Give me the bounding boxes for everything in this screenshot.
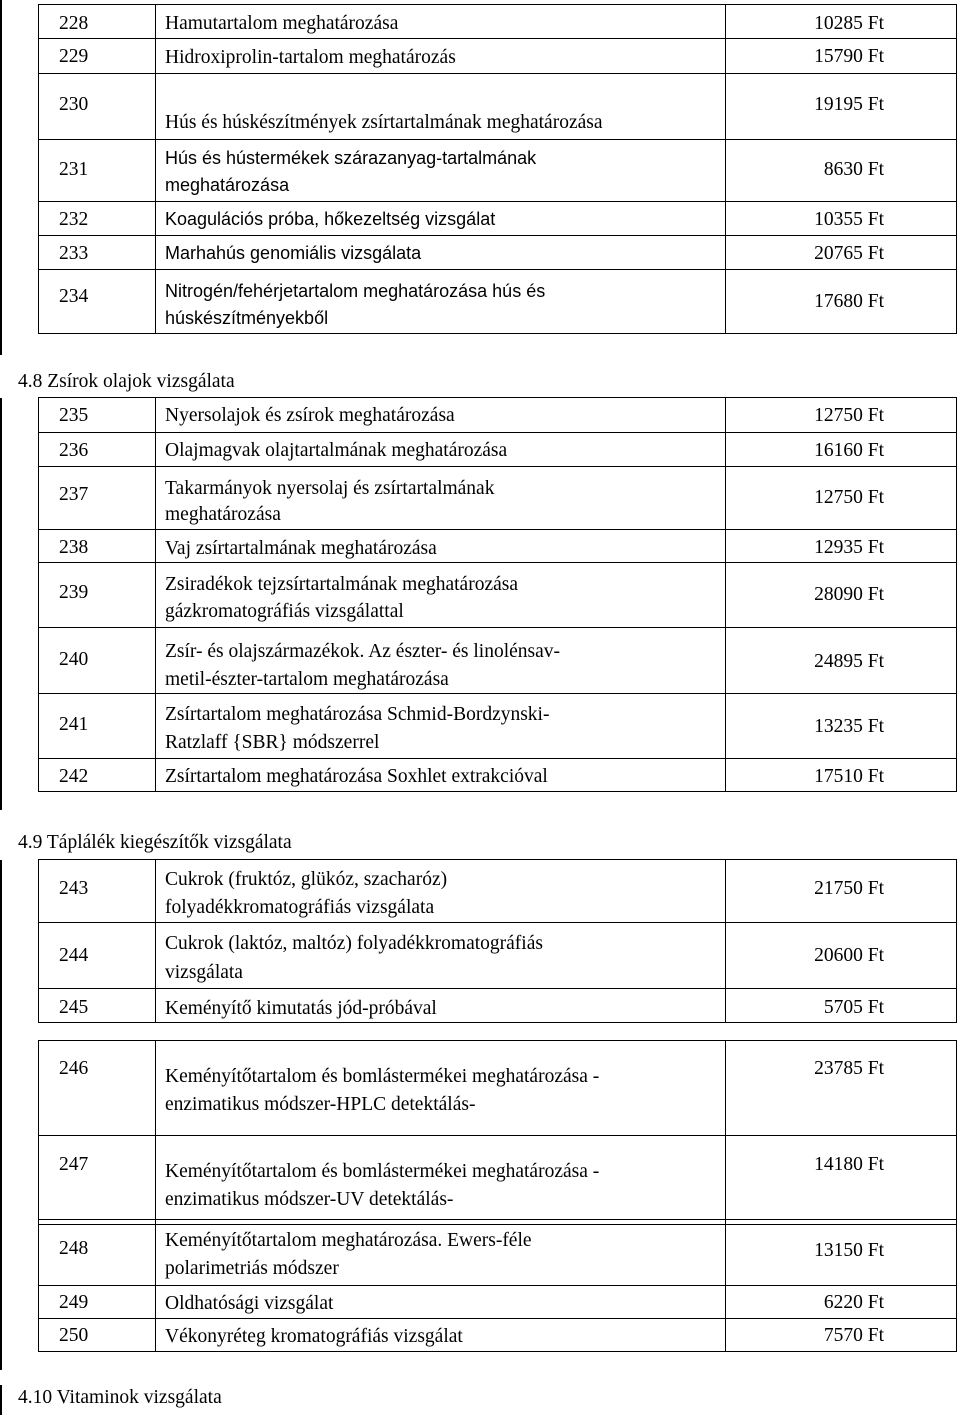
column-divider <box>725 1041 726 1135</box>
column-divider <box>725 989 726 1022</box>
row-number: 250 <box>59 1325 89 1346</box>
row-price: 12750 Ft <box>814 405 884 426</box>
column-divider <box>155 1136 156 1224</box>
row-number: 233 <box>59 243 89 264</box>
column-divider <box>725 1220 726 1285</box>
column-divider <box>155 140 156 201</box>
row-price: 13150 Ft <box>814 1240 884 1261</box>
column-divider <box>155 759 156 791</box>
row-number: 239 <box>59 582 89 603</box>
row-description: folyadékkromatográfiás vizsgálata <box>165 897 435 918</box>
row-description: Olajmagvak olajtartalmának meghatározása <box>165 440 508 461</box>
row-price: 16160 Ft <box>814 440 884 461</box>
row-description: Hús és hústermékek szárazanyag-tartalmának <box>165 148 537 168</box>
row-description: Cukrok (fruktóz, glükóz, szacharóz) <box>165 869 448 890</box>
column-divider <box>155 563 156 627</box>
row-description: Nitrogén/fehérjetartalom meghatározása hús és <box>165 281 546 301</box>
row-number: 235 <box>59 405 89 426</box>
column-divider <box>155 1319 156 1351</box>
section-heading: 4.10 Vitaminok vizsgálata <box>18 1387 222 1408</box>
table-row <box>38 562 957 628</box>
row-description: gázkromatográfiás vizsgálattal <box>165 601 404 622</box>
row-description: Takarmányok nyersolaj és zsírtartalmának <box>165 478 495 499</box>
column-divider <box>725 1286 726 1318</box>
column-divider <box>725 39 726 73</box>
column-divider <box>155 989 156 1022</box>
table-row <box>38 73 957 140</box>
column-divider <box>725 628 726 693</box>
row-number: 248 <box>59 1238 89 1259</box>
table-row <box>38 4 957 39</box>
table-row <box>38 432 957 467</box>
column-divider <box>155 860 156 922</box>
row-price: 10355 Ft <box>814 209 884 230</box>
table-row <box>38 1285 957 1319</box>
row-price: 20765 Ft <box>814 243 884 264</box>
row-price: 17510 Ft <box>814 766 884 787</box>
table-row <box>38 758 957 792</box>
row-number: 232 <box>59 209 89 230</box>
column-divider <box>155 628 156 693</box>
table-row <box>38 1219 957 1286</box>
column-divider <box>725 467 726 529</box>
table-row <box>38 988 957 1023</box>
table-row <box>38 1318 957 1352</box>
table-row <box>38 235 957 270</box>
row-price: 12935 Ft <box>814 537 884 558</box>
column-divider <box>725 202 726 235</box>
table-row <box>38 466 957 530</box>
table-row <box>38 627 957 694</box>
column-divider <box>725 1319 726 1351</box>
section-heading: 4.8 Zsírok olajok vizsgálata <box>18 371 235 392</box>
row-description: Oldhatósági vizsgálat <box>165 1293 334 1314</box>
column-divider <box>155 202 156 235</box>
row-number: 231 <box>59 159 89 180</box>
row-price: 24895 Ft <box>814 651 884 672</box>
row-description: metil-észter-tartalom meghatározása <box>165 669 449 690</box>
page-border <box>0 398 2 810</box>
column-divider <box>725 398 726 432</box>
row-price: 12750 Ft <box>814 487 884 508</box>
column-divider <box>155 1286 156 1318</box>
row-price: 14180 Ft <box>814 1154 884 1175</box>
row-price: 20600 Ft <box>814 945 884 966</box>
row-description: enzimatikus módszer-HPLC detektálás- <box>165 1094 476 1115</box>
table-row <box>38 693 957 759</box>
row-number: 243 <box>59 878 89 899</box>
row-number: 240 <box>59 649 89 670</box>
table-row <box>38 139 957 202</box>
column-divider <box>725 74 726 139</box>
row-price: 15790 Ft <box>814 46 884 67</box>
row-description: vizsgálata <box>165 962 243 983</box>
row-price: 21750 Ft <box>814 878 884 899</box>
row-price: 10285 Ft <box>814 13 884 34</box>
row-number: 230 <box>59 94 89 115</box>
row-description: Keményítőtartalom és bomlástermékei meghatározása - <box>165 1066 600 1087</box>
row-description: Vékonyréteg kromatográfiás vizsgálat <box>165 1326 463 1347</box>
row-number: 246 <box>59 1058 89 1079</box>
table-row <box>38 397 957 433</box>
table-row <box>38 201 957 236</box>
column-divider <box>155 467 156 529</box>
row-description: Keményítőtartalom és bomlástermékei meghatározása - <box>165 1161 600 1182</box>
column-divider <box>155 5 156 38</box>
column-divider <box>155 1220 156 1285</box>
table-row <box>38 1040 957 1136</box>
page-border <box>0 1385 2 1415</box>
row-price: 8630 Ft <box>823 159 884 180</box>
row-description: Vaj zsírtartalmának meghatározása <box>165 538 437 559</box>
column-divider <box>155 530 156 562</box>
column-divider <box>725 759 726 791</box>
page-border <box>0 0 2 355</box>
column-divider <box>725 923 726 988</box>
row-price: 5705 Ft <box>823 997 884 1018</box>
column-divider <box>725 433 726 466</box>
column-divider <box>725 1136 726 1224</box>
row-number: 236 <box>59 440 89 461</box>
row-number: 238 <box>59 537 89 558</box>
column-divider <box>155 270 156 333</box>
column-divider <box>725 530 726 562</box>
row-description: polarimetriás módszer <box>165 1258 339 1279</box>
row-number: 229 <box>59 46 89 67</box>
row-price: 17680 Ft <box>814 291 884 312</box>
row-number: 245 <box>59 997 89 1018</box>
column-divider <box>155 398 156 432</box>
table-row <box>38 1135 957 1225</box>
row-price: 23785 Ft <box>814 1058 884 1079</box>
row-description: meghatározása <box>165 504 281 525</box>
row-description: Hús és húskészítmények zsírtartalmának meghatározása <box>165 112 603 133</box>
row-description: Hidroxiprolin-tartalom meghatározás <box>165 47 456 68</box>
row-price: 6220 Ft <box>823 1292 884 1313</box>
row-description: Koagulációs próba, hőkezeltség vizsgálat <box>165 209 496 229</box>
column-divider <box>155 1041 156 1135</box>
row-description: Nyersolajok és zsírok meghatározása <box>165 405 455 426</box>
row-description: Marhahús genomiális vizsgálata <box>165 243 422 263</box>
page-border <box>0 860 2 1370</box>
row-description: Keményítő kimutatás jód-próbával <box>165 998 437 1019</box>
column-divider <box>725 236 726 269</box>
row-number: 237 <box>59 484 89 505</box>
row-description: Cukrok (laktóz, maltóz) folyadékkromatográfiás <box>165 933 543 954</box>
table-row <box>38 38 957 74</box>
row-description: Zsír- és olajszármazékok. Az észter- és linolénsav- <box>165 641 561 662</box>
column-divider <box>725 860 726 922</box>
row-description: Hamutartalom meghatározása <box>165 13 399 34</box>
row-number: 249 <box>59 1292 89 1313</box>
column-divider <box>155 694 156 758</box>
row-description: Zsírtartalom meghatározása Schmid-Bordzynski- <box>165 704 550 725</box>
table-row <box>38 859 957 923</box>
row-description: Ratzlaff {SBR} módszerrel <box>165 732 380 753</box>
table-row <box>38 529 957 563</box>
row-description: húskészítményekből <box>165 308 329 328</box>
table-row <box>38 922 957 989</box>
row-price: 28090 Ft <box>814 584 884 605</box>
row-number: 247 <box>59 1154 89 1175</box>
row-price: 13235 Ft <box>814 716 884 737</box>
row-description: enzimatikus módszer-UV detektálás- <box>165 1189 454 1210</box>
column-divider <box>155 74 156 139</box>
row-description: Keményítőtartalom meghatározása. Ewers-féle <box>165 1230 532 1251</box>
column-divider <box>155 433 156 466</box>
row-number: 241 <box>59 714 89 735</box>
column-divider <box>155 39 156 73</box>
column-divider <box>725 694 726 758</box>
column-divider <box>725 5 726 38</box>
row-description: meghatározása <box>165 175 290 195</box>
row-number: 234 <box>59 286 89 307</box>
column-divider <box>155 923 156 988</box>
row-price: 19195 Ft <box>814 94 884 115</box>
row-price: 7570 Ft <box>823 1325 884 1346</box>
column-divider <box>725 140 726 201</box>
row-number: 244 <box>59 945 89 966</box>
column-divider <box>725 563 726 627</box>
column-divider <box>155 236 156 269</box>
row-description: Zsiradékok tejzsírtartalmának meghatározása <box>165 574 518 595</box>
row-number: 228 <box>59 13 89 34</box>
section-heading: 4.9 Táplálék kiegészítők vizsgálata <box>18 832 292 853</box>
column-divider <box>725 270 726 333</box>
row-number: 242 <box>59 766 89 787</box>
table-row <box>38 269 957 334</box>
row-description: Zsírtartalom meghatározása Soxhlet extrakcióval <box>165 766 548 787</box>
